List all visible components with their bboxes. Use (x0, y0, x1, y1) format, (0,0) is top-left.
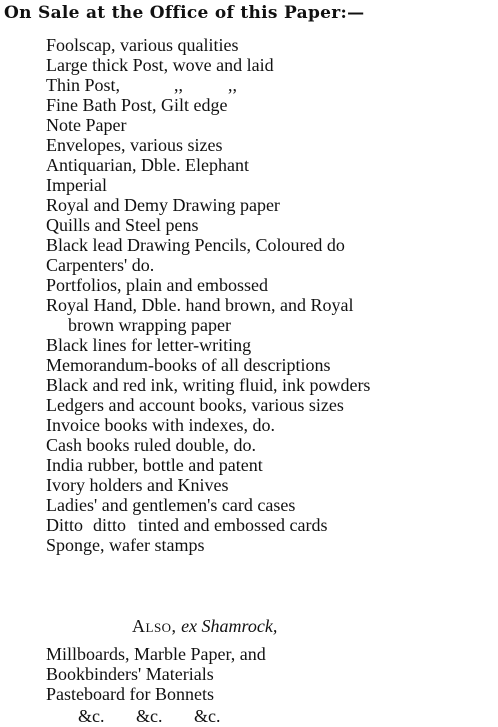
list-item: Large thick Post, wove and laid (46, 55, 274, 75)
list-item: Fine Bath Post, Gilt edge (46, 95, 228, 115)
list-item: Royal and Demy Drawing paper (46, 195, 280, 215)
list-item: Memorandum-books of all descriptions (46, 355, 331, 375)
list-item: Black lines for letter-writing (46, 335, 252, 355)
also-line (132, 616, 277, 636)
list-item: Portfolios, plain and embossed (46, 275, 268, 295)
ship-name: ex Shamrock, (181, 616, 278, 636)
list-item: Bookbinders' Materials (46, 664, 214, 684)
list-item: Quills and Steel pens (46, 215, 199, 235)
list-item: Royal Hand, Dble. hand brown, and Royal (46, 295, 354, 315)
list-item-ditto (46, 515, 370, 535)
list-item: Millboards, Marble Paper, and (46, 644, 266, 664)
list-item: Thin Post, ,, ,, (46, 75, 238, 95)
also-word: Also, (132, 616, 177, 636)
list-item: Carpenters' do. (46, 255, 155, 275)
list-item: Ivory holders and Knives (46, 475, 229, 495)
list-item: Foolscap, various qualities (46, 35, 239, 55)
list-item: Ladies' and gentlemen's card cases (46, 495, 296, 515)
list-item: Black lead Drawing Pencils, Coloured do (46, 235, 345, 255)
list-item: Sponge, wafer stamps (46, 535, 205, 555)
list-item: India rubber, bottle and patent (46, 455, 263, 475)
stock-list (46, 35, 370, 555)
advert-heading: On Sale at the Office of this Paper:— (4, 3, 365, 23)
list-item: Note Paper (46, 115, 127, 135)
ditto-rest: tinted and embossed cards (138, 515, 328, 535)
list-item: Ledgers and account books, various sizes (46, 395, 344, 415)
list-item: Antiquarian, Dble. Elephant (46, 155, 249, 175)
list-item: Imperial (46, 175, 107, 195)
ditto-second: ditto (93, 515, 127, 535)
list-item: Cash books ruled double, do. (46, 435, 256, 455)
list-item: Envelopes, various sizes (46, 135, 223, 155)
list-item: Pasteboard for Bonnets (46, 684, 214, 704)
list-item: Black and red ink, writing fluid, ink powders (46, 375, 371, 395)
list-item: Invoice books with indexes, do. (46, 415, 275, 435)
etcetera-line: &c. &c. &c. (78, 706, 221, 726)
ditto-first: Ditto (46, 515, 84, 535)
list-item-continuation: brown wrapping paper (68, 315, 231, 335)
additional-stock-list (46, 644, 266, 704)
